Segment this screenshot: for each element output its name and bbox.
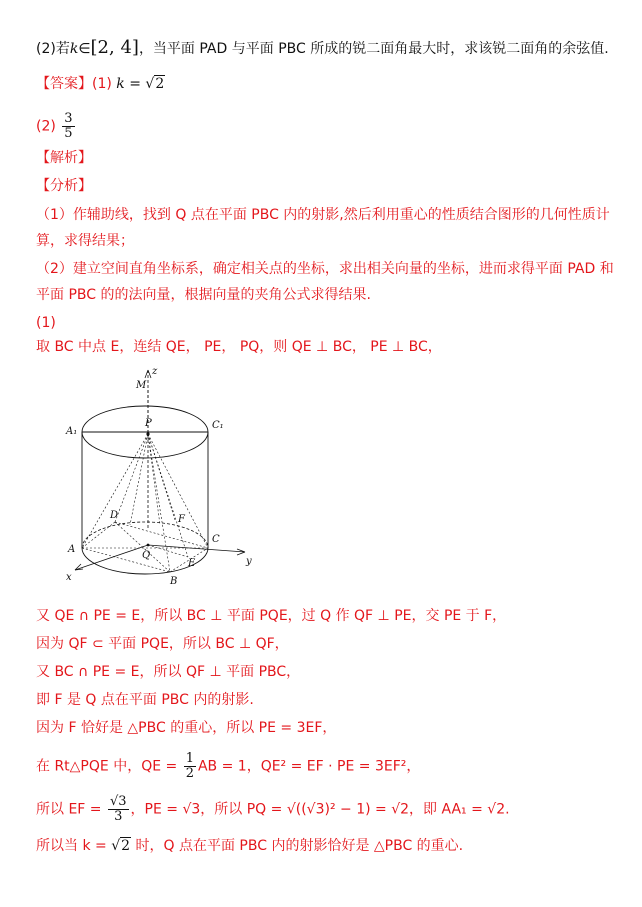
step-5: 因为 F 恰好是 △PBC 的重心，所以 PE = 3EF， <box>36 720 337 736</box>
answer-line: 【答案】(1) k = √2 <box>36 76 165 92</box>
label-q: Q <box>142 550 151 561</box>
label-e: E <box>188 558 196 569</box>
fraction-1-2: $\frac{1}{2}$ <box>185 751 194 781</box>
fraction-3-5: $\frac{3}{5}$ <box>64 111 73 141</box>
fraction-sqrt3-3: $\frac{√3}{3}$ <box>109 794 127 824</box>
label-c1: C₁ <box>212 420 224 431</box>
label-d: D <box>110 510 119 521</box>
jiexi-heading: 【解析】 <box>36 150 92 166</box>
fenxi-heading: 【分析】 <box>36 178 92 194</box>
fenxi-2a: （2）建立空间直角坐标系，确定相关点的坐标，求出相关向量的坐标，进而求得平面 PAD 和 <box>36 261 614 277</box>
label-f: F <box>178 514 185 525</box>
step-3: 又 BC ∩ PE = E，所以 QF ⊥ 平面 PBC， <box>36 664 301 680</box>
part-1-label: (1) <box>36 315 56 331</box>
label-a: A <box>68 544 76 555</box>
label-m: M <box>136 380 147 391</box>
fenxi-1b: 算，求得结果； <box>36 233 134 249</box>
fenxi-1a: （1）作辅助线，找到 Q 点在平面 PBC 内的射影,然后利用重心的性质结合图形的几何性质计 <box>36 207 610 223</box>
label-y: y <box>246 556 252 567</box>
question-2: (2)若k∈[2, 4]，当平面 PAD 与平面 PBC 所成的锐二面角最大时，求该锐二面角的余弦值. <box>36 37 609 58</box>
label-x: x <box>66 572 72 583</box>
label-z: z <box>152 366 158 377</box>
fenxi-2b: 平面 PBC 的的法向量，根据向量的夹角公式求得结果. <box>36 287 371 303</box>
label-c: C <box>212 534 220 545</box>
step-1: 又 QE ∩ PE = E，所以 BC ⊥ 平面 PQE，过 Q 作 QF ⊥ PE，交 PE 于 F， <box>36 608 507 624</box>
sqrt-2: √2 <box>145 76 165 92</box>
label-a1: A₁ <box>66 426 78 437</box>
step-8: 所以当 k = √2 时，Q 点在平面 PBC 内的射影恰好是 △PBC 的重心. <box>36 838 464 854</box>
step-6: 在 Rt△PQE 中，QE = $\frac{1}{2}$ AB = 1，QE² = EF · PE = 3EF²， <box>36 751 421 781</box>
answer-2: (2) $\frac{3}{5}$ <box>36 111 73 141</box>
take-midpoint: 取 BC 中点 E，连结 QE， PE， PQ，则 QE ⊥ BC， PE ⊥ BC， <box>36 339 442 355</box>
label-p: P <box>145 418 152 429</box>
step-2: 因为 QF ⊂ 平面 PQE，所以 BC ⊥ QF， <box>36 636 289 652</box>
sqrt-2-final: √2 <box>111 838 131 854</box>
cylinder-figure <box>60 360 260 590</box>
label-b: B <box>170 576 178 587</box>
step-7: 所以 EF = $\frac{√3}{3}$ ，PE = √3，所以 PQ = √((√3)² − 1) = √2，即 AA₁ = √2. <box>36 794 510 824</box>
step-4: 即 F 是 Q 点在平面 PBC 内的射影. <box>36 692 254 708</box>
